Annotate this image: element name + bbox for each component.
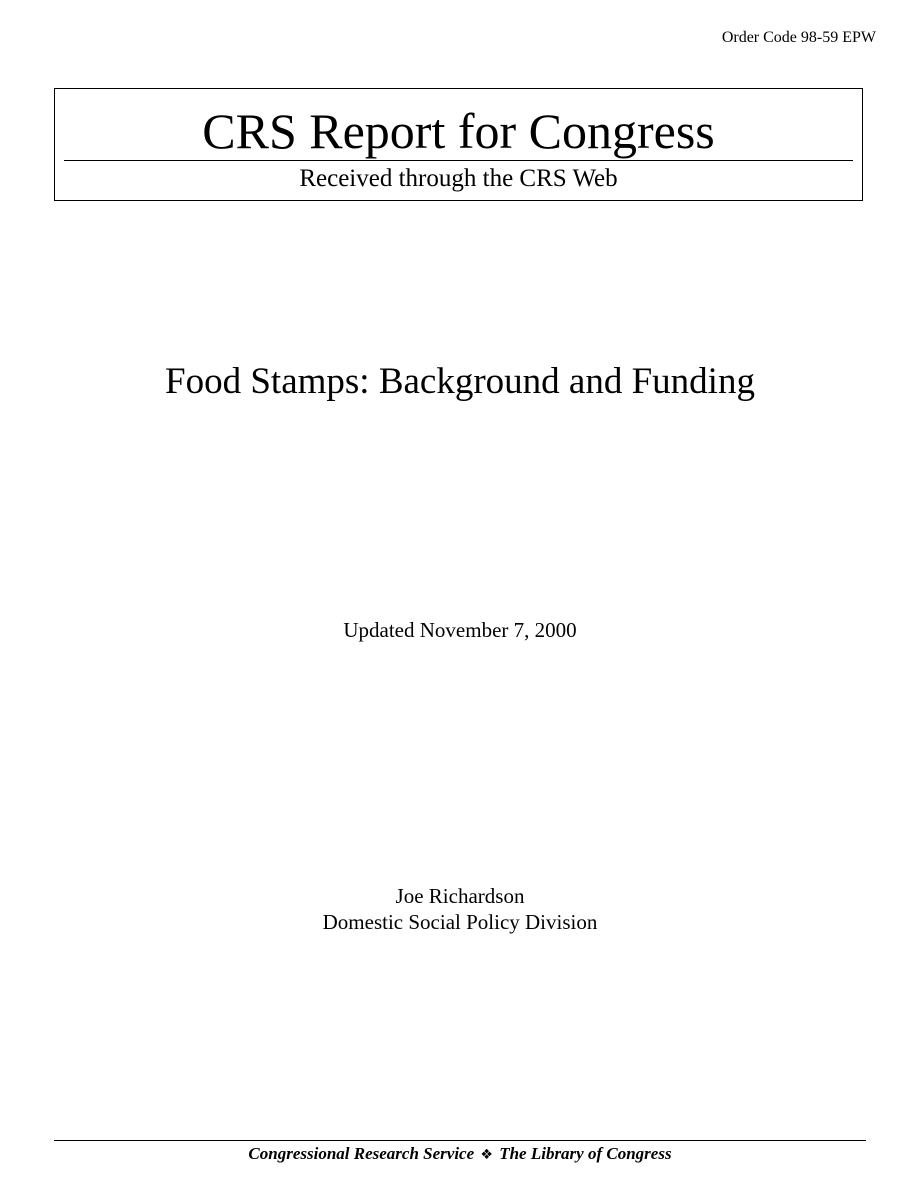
footer-divider (54, 1140, 866, 1141)
banner-divider (64, 160, 853, 161)
footer-library: The Library of Congress (499, 1144, 672, 1163)
author-block (0, 883, 920, 935)
footer-publisher: Congressional Research Service (248, 1144, 475, 1163)
report-title: Food Stamps: Background and Funding (165, 361, 755, 402)
author-name: Joe Richardson (395, 884, 525, 908)
banner-subtitle: Received through the CRS Web (299, 165, 618, 192)
updated-date: Updated November 7, 2000 (343, 618, 577, 642)
author-division: Domestic Social Policy Division (322, 910, 598, 934)
banner-title: CRS Report for Congress (202, 103, 715, 159)
order-code: Order Code 98-59 EPW (721, 29, 876, 46)
footer (0, 1143, 920, 1166)
four-diamond-icon: ❖ (480, 1147, 493, 1163)
report-banner (54, 88, 863, 201)
